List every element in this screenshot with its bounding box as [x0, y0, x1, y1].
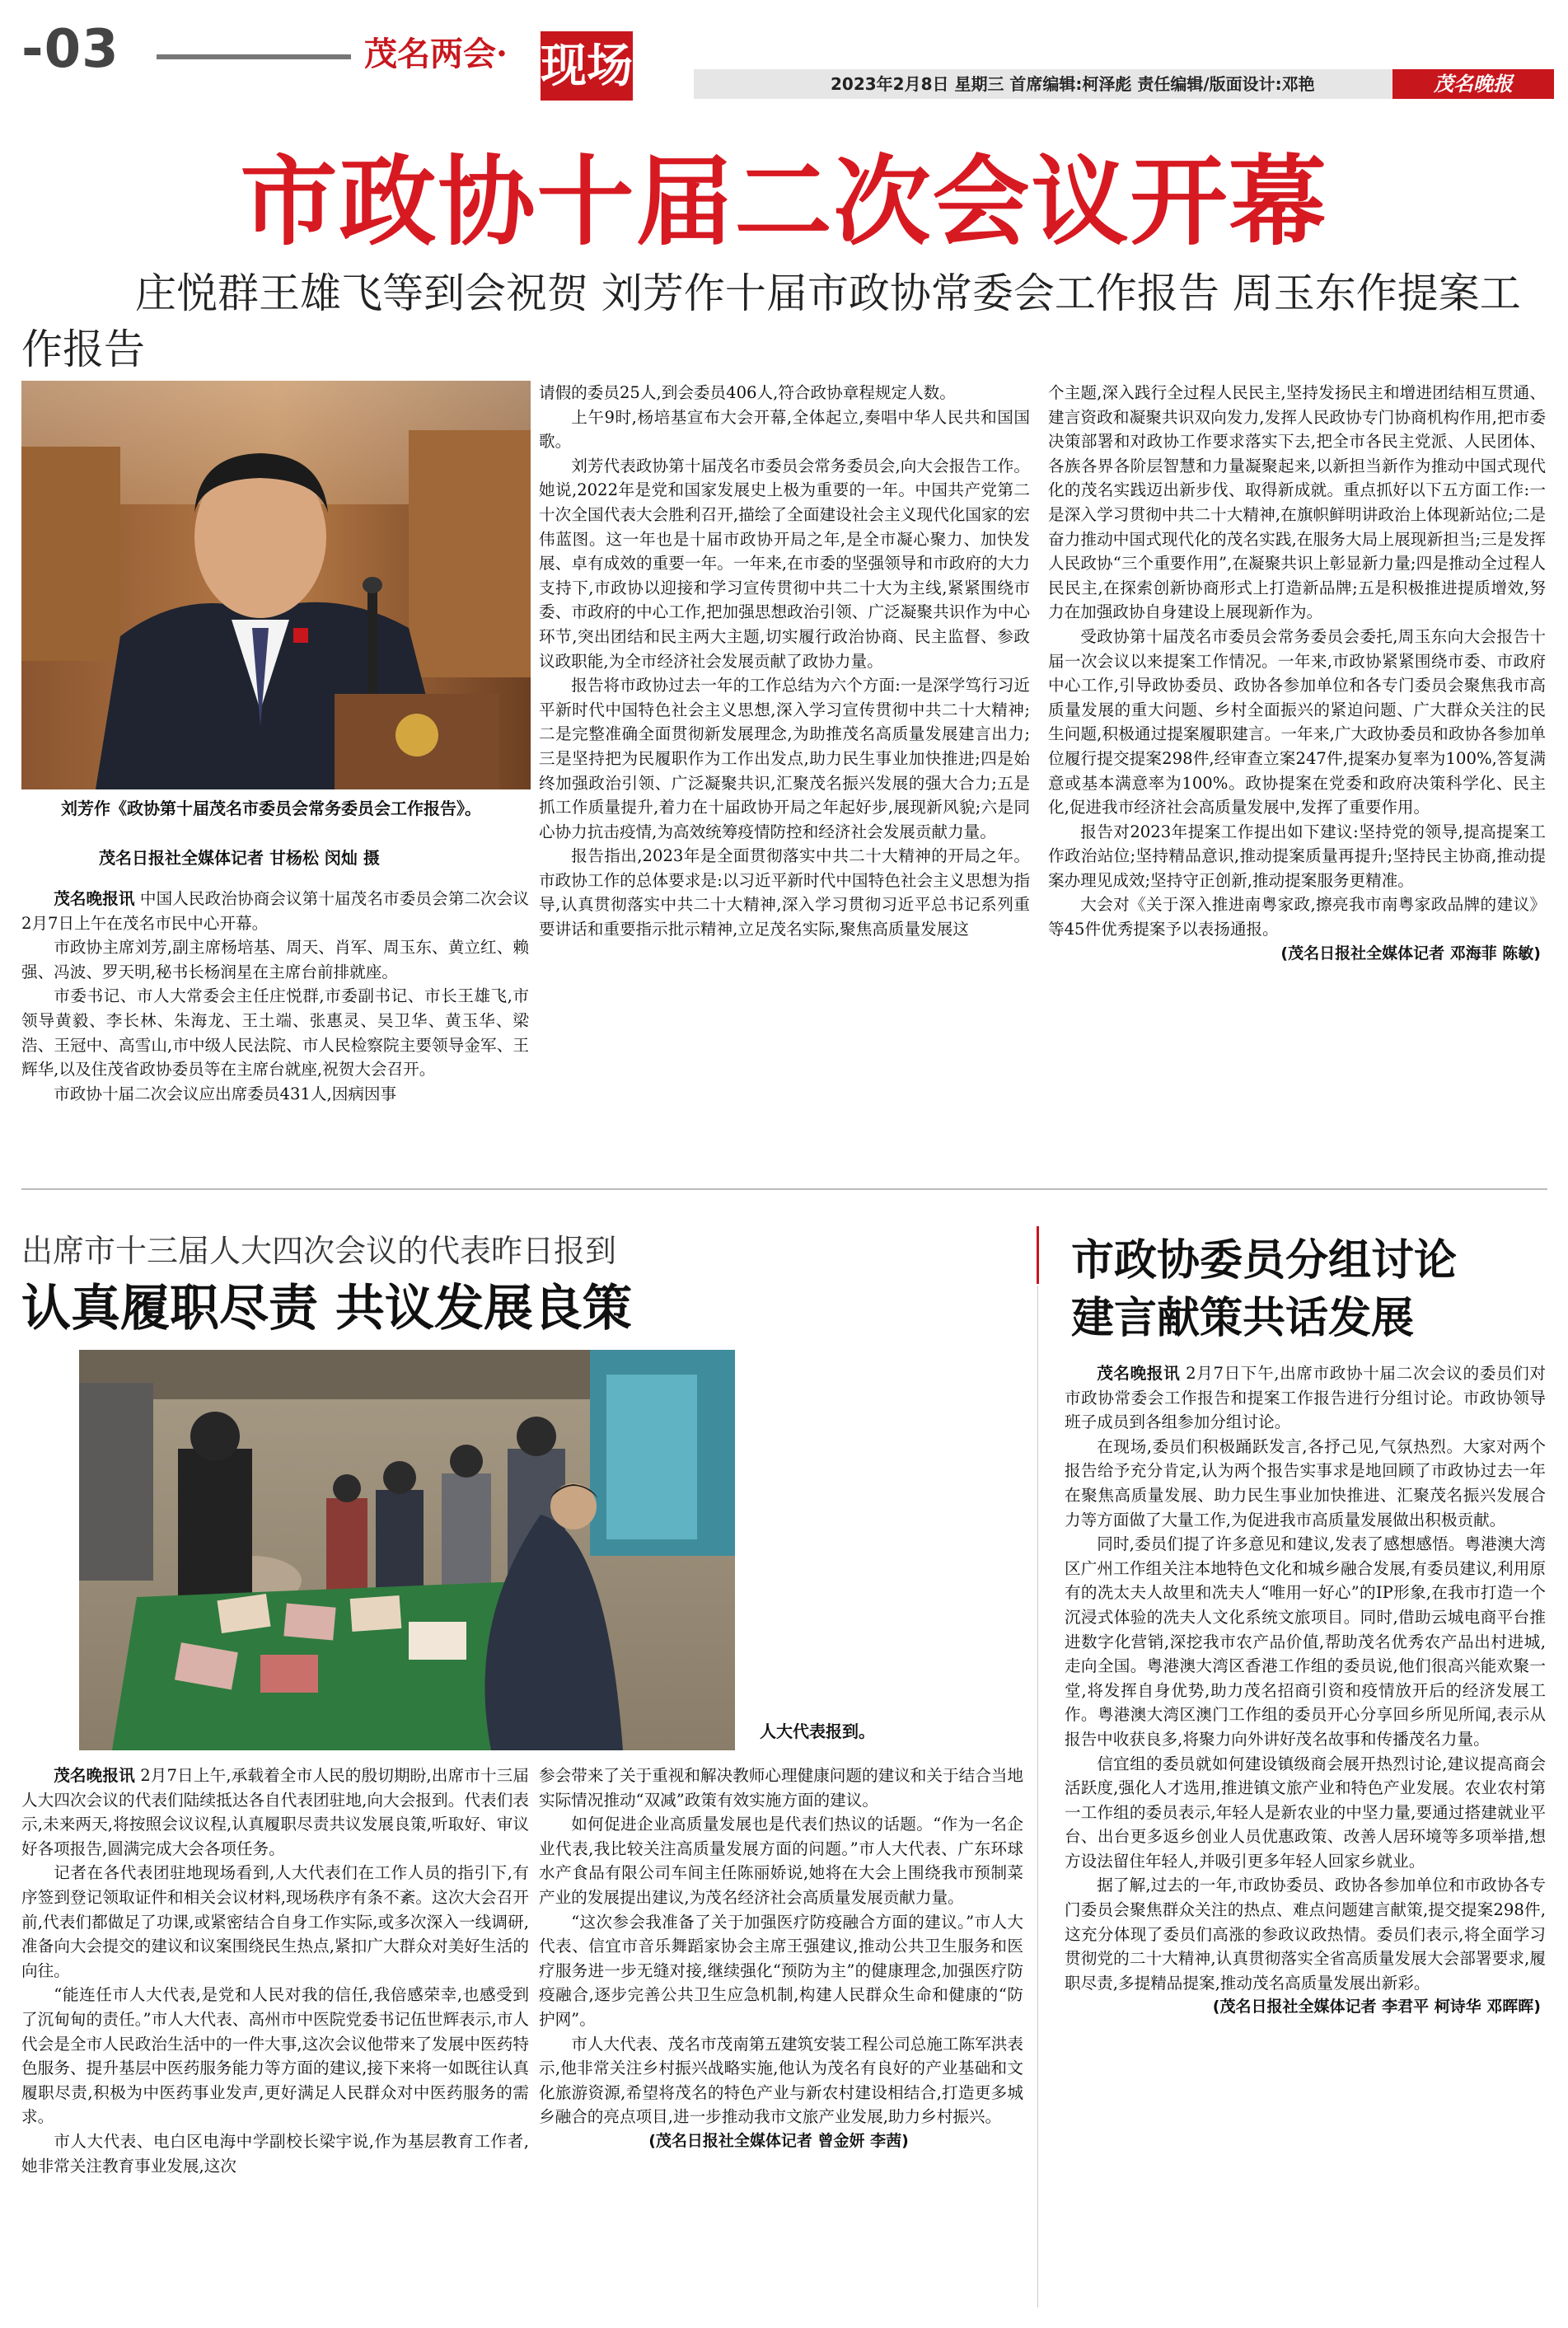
lead-headline: 市政协十届二次会议开幕	[240, 145, 1328, 259]
page-number: -03	[21, 19, 119, 80]
paragraph: 在现场,委员们积极踊跃发言,各抒己见,气氛热烈。大家对两个报告给予充分肯定,认为两个报告实事求是地回顾了市政协过去一年在聚焦高质量发展、助力民生事业加快推进、汇聚茂名振兴发展合力等方面做了大量工作,为促进我市高质量发展做出积极贡献。	[1065, 1436, 1546, 1529]
paragraph: 市人大代表、茂名市茂南第五建筑安装工程公司总施工陈军洪表示,他非常关注乡村振兴战略实施,他认为茂名有良好的产业基础和文化旅游资源,希望将茂名的特色产业与新农村建设相结合,打造更多城乡融合的亮点项目,进一步推动我市文旅产业发展,助力乡村振兴。	[539, 2034, 1023, 2127]
paragraph: 报告将市政协过去一年的工作总结为六个方面:一是深学笃行习近平新时代中国特色社会主义思想,深入学习宣传贯彻中共二十大精神;二是完整准确全面贯彻新发展理念,为助推茂名高质量发展建言出力;三是坚持把为民履职作为工作出发点,助力民生事业加快推进;四是始终加强政治引领、广泛凝聚共识,汇聚茂名振兴发展的强大合力;五是抓工作质量提升,着力在十届政协开局之年起好步,展现新风貌;六是同心协力抗击疫情,为高效统筹疫情防控和经济社会发展贡献力量。	[539, 676, 1030, 841]
paragraph	[21, 887, 529, 935]
paragraph: 报告指出,2023年是全面贯彻落实中共二十大精神的开局之年。市政协工作的总体要求是:以习近平新时代中国特色社会主义思想为指导,认真贯彻落实中共二十大精神,深入学习贯彻习近平总书记系列重要讲话和重要指示批示精神,立足茂名实际,聚焦高质量发展这	[539, 846, 1030, 939]
registration-photo	[79, 1350, 735, 1750]
paragraph: 同时,委员们提了许多意见和建议,发表了感想感悟。粤港澳大湾区广州工作组关注本地特色文化和城乡融合发展,有委员建议,利用原有的冼太夫人故里和冼夫人“唯用一好心”的IP形象,在我市打造一个沉浸式体验的冼夫人文化系统文旅项目。同时,借助云城电商平台推进数字化营销,深挖我市农产品价值,帮助茂名优秀农产品出村进城,走向全国。粤港澳大湾区香港工作组的委员说,他们很高兴能欢聚一堂,将发挥自身优势,助力茂名招商引资和疫情放开后的经济发展工作。粤港澳大湾区澳门工作组的委员开心分享回乡所见所闻,表示从报告中收获良多,将聚力向外讲好茂名故事和传播茂名力量。	[1065, 1534, 1546, 1749]
story2-column-1	[21, 1764, 529, 2178]
paragraph: 受政协第十届茂名市委员会常务委员会委托,周玉东向大会报告十届一次会议以来提案工作情况。一年来,市政协紧紧围绕市委、市政府中心工作,引导政协委员、政协各参加单位和各专门委员会聚焦我市高质量发展的重大问题、乡村全面振兴的紧迫问题、广大群众关注的民生问题,积极通过提案履职建言。一年来,广大政协委员和政协各参加单位履行提交提案298件,经审查立案247件,提案办复率为100%,答复满意或基本满意率为100%。政协提案在党委和政府决策科学化、民主化,促进我市经济社会高质量发展中,发挥了重要作用。	[1048, 626, 1546, 817]
lead-column-1	[21, 887, 529, 1106]
section-label: 茂名两会·	[364, 35, 508, 73]
paragraph: 上午9时,杨培基宣布大会开幕,全体起立,奏唱中华人民共和国国歌。	[539, 407, 1030, 452]
story3-headline-1: 市政协委员分组讨论	[1071, 1236, 1458, 1286]
paragraph	[21, 1764, 529, 1861]
paragraph-text: 中国人民政治协商会议第十届茂名市委员会第二次会议2月7日上午在茂名市民中心开幕。	[21, 889, 530, 933]
newspaper-logo	[1392, 69, 1554, 99]
paragraph	[1065, 1361, 1546, 1435]
paragraph-text: 2月7日上午,承载着全市人民的殷切期盼,出席市十三届人大四次会议的代表们陆续抵达各自代表团驻地,向大会报到。代表们表示,未来两天,将按照会议议程,认真履职尽责共议发展良策,听取好、审议好各项报告,圆满完成大会各项任务。	[21, 1766, 530, 1858]
paragraph: 大会对《关于深入推进南粤家政,擦亮我市南粤家政品牌的建议》等45件优秀提案予以表扬通报。	[1048, 895, 1546, 939]
column-divider-line	[1037, 1286, 1038, 2307]
section-tag	[541, 31, 633, 101]
byline: (茂名日报社全媒体记者 曾金妍 李茜)	[648, 2131, 909, 2150]
paragraph: 记者在各代表团驻地现场看到,人大代表们在工作人员的指引下,有序签到登记领取证件和相关会议材料,现场秩序有条不紊。这次大会召开前,代表们都做足了功课,或紧密结合自身工作实际,或多次深入一线调研,准备向大会提交的建议和议案围绕民生热点,紧扣广大群众对美好生活的向往。	[21, 1863, 529, 1980]
byline: (茂名日报社全媒体记者 邓海菲 陈敏)	[1280, 944, 1541, 963]
paragraph: 信宜组的委员就如何建设镇级商会展开热烈讨论,建议提高商会活跃度,强化人才选用,推进镇文旅产业和特色产业发展。农业农村第一工作组的委员表示,年轻人是新农业的中坚力量,要通过搭建就业平台、出台更多返乡创业人员优惠政策、改善人居环境等多项举措,想方设法留住年轻人,并吸引更多年轻人回家乡就业。	[1065, 1754, 1546, 1871]
paragraph: 如何促进企业高质量发展也是代表们热议的话题。“作为一名企业代表,我比较关注高质量发展方面的问题。”市人大代表、广东环球水产食品有限公司车间主任陈丽娇说,她将在大会上围绕我市预制菜产业的发展提出建议,为茂名经济社会高质量发展贡献力量。	[539, 1815, 1023, 1907]
header-rule-left	[157, 54, 351, 59]
paragraph: 刘芳代表政协第十届茂名市委员会常务委员会,向大会报告工作。她说,2022年是党和国家发展史上极为重要的一年。中国共产党第二十次全国代表大会胜利召开,描绘了全面建设社会主义现代化国家的宏伟蓝图。这一年也是十届市政协开局之年,是全市凝心聚力、加快发展、卓有成效的重要一年。一年来,在市委的坚强领导和市政府的大力支持下,市政协以迎接和学习宣传贯彻中共二十大为主线,紧紧围绕市委、市政府的中心工作,把加强思想政治引领、广泛凝聚共识作为中心环节,突出团结和民主两大主题,切实履行政治协商、民主监督、参政议政职能,为全市经济社会发展贡献了政协力量。	[539, 456, 1030, 671]
lead-subheadline: 庄悦群王雄飞等到会祝贺 刘芳作十届市政协常委会工作报告 周玉东作提案工作报告	[21, 269, 1521, 373]
speaker-photo	[21, 381, 531, 789]
paragraph: 市政协十届二次会议应出席委员431人,因病因事	[54, 1084, 397, 1103]
paragraph: 参会带来了关于重视和解决教师心理健康问题的建议和关于结合当地实际情况推动“双减”政策有效实施方面的建议。	[539, 1766, 1023, 1810]
section-divider	[21, 1188, 1547, 1190]
story3-column	[1065, 1361, 1546, 2020]
lead-column-3	[1048, 381, 1546, 966]
logo-text: 茂名晚报	[1434, 72, 1513, 96]
column-divider	[1037, 1226, 1039, 1284]
story2-column-2	[539, 1764, 1023, 2154]
photo-caption: 刘芳作《政协第十届茂名市委员会常务委员会工作报告》。	[61, 799, 481, 818]
section-tag-text: 现场	[541, 39, 633, 93]
paragraph: 市人大代表、电白区电海中学副校长梁宇说,作为基层教育工作者,她非常关注教育事业发展,这次	[21, 2131, 529, 2176]
dateline: 茂名晚报讯	[54, 889, 135, 908]
photo-credit: 茂名日报社全媒体记者 甘杨松 闵灿 摄	[99, 848, 380, 868]
lead-column-2	[539, 381, 1030, 942]
dateline: 茂名晚报讯	[1097, 1364, 1181, 1383]
paragraph: “这次参会我准备了关于加强医疗防疫融合方面的建议。”市人大代表、信宜市音乐舞蹈家协会主席王强建议,推动公共卫生服务和医疗服务进一步无缝对接,继续强化“预防为主”的健康理念,加强医疗防疫融合,逐步完善公共卫生应急机制,构建人民群众生命和健康的“防护网”。	[539, 1912, 1023, 2029]
story3-headline-2: 建言献策共话发展	[1071, 1294, 1415, 1343]
byline: (茂名日报社全媒体记者 李君平 柯诗华 邓晖晖)	[1212, 1998, 1541, 2017]
edition-line: 2023年2月8日 星期三 首席编辑:柯泽彪 责任编辑/版面设计:邓艳	[831, 74, 1315, 94]
story2-kicker: 出席市十三届人大四次会议的代表昨日报到	[21, 1233, 617, 1269]
paragraph: 据了解,过去的一年,市政协委员、政协各参加单位和市政协各专门委员会聚焦群众关注的热点、难点问题建言献策,提交提案298件,这充分体现了委员们高涨的参政议政热情。委员们表示,将全面学习贯彻党的二十大精神,认真贯彻落实全省高质量发展大会部署要求,履职尽责,多提精品提案,推动茂名高质量发展出新彩。	[1065, 1876, 1546, 1993]
paragraph: “能连任市人大代表,是党和人民对我的信任,我倍感荣幸,也感受到了沉甸甸的责任。”市人大代表、高州市中医院党委书记伍世辉表示,市人代会是全市人民政治生活中的一件大事,这次会议他带来了发展中医药特色服务、提升基层中医药服务能力等方面的建议,接下来将一如既往认真履职尽责,积极为中医药事业发声,更好满足人民群众对中医药服务的需求。	[21, 1985, 529, 2127]
paragraph: 市委书记、市人大常委会主任庄悦群,市委副书记、市长王雄飞,市领导黄毅、李长林、朱海龙、王土端、张惠灵、吴卫华、黄玉华、梁浩、王冠中、高雪山,市中级人民法院、市人民检察院主要领导金军、王辉华,以及住茂省政协委员等在主席台就座,祝贺大会召开。	[21, 986, 529, 1080]
paragraph: 报告对2023年提案工作提出如下建议:坚持党的领导,提高提案工作政治站位;坚持精品意识,推动提案质量再提升;坚持民主协商,推动提案办理见成效;坚持守正创新,推动提案服务更精准。	[1048, 822, 1546, 890]
story2-headline: 认真履职尽责 共议发展良策	[21, 1280, 632, 1337]
registration-photo-caption: 人大代表报到。	[760, 1721, 875, 1741]
paragraph-text: 2月7日下午,出席市政协十届二次会议的委员们对市政协常委会工作报告和提案工作报告进行分组讨论。市政协领导班子成员到各组参加分组讨论。	[1065, 1364, 1546, 1432]
paragraph: 市政协主席刘芳,副主席杨培基、周天、肖军、周玉东、黄立红、赖强、冯波、罗天明,秘书长杨润星在主席台前排就座。	[21, 938, 529, 981]
paragraph: 请假的委员25人,到会委员406人,符合政协章程规定人数。	[539, 383, 956, 402]
paragraph: 个主题,深入践行全过程人民民主,坚持发扬民主和增进团结相互贯通、建言资政和凝聚共识双向发力,发挥人民政协专门协商机构作用,把市委决策部署和对政协工作要求落实下去,把全市各民主党派、人民团体、各族各界各阶层智慧和力量凝聚起来,以新担当新作为推动中国式现代化的茂名实践迈出新步伐、取得新成就。重点抓好以下五方面工作:一是深入学习贯彻中共二十大精神,在旗帜鲜明讲政治上体现新站位;二是奋力推动中国式现代化的茂名实践,在服务大局上展现新担当;三是发挥人民政协“三个重要作用”,在凝聚共识上彰显新力量;四是推动全过程人民民主,在探索创新协商形式上打造新品牌;五是积极推进提质增效,努力在加强政协自身建设上展现新作为。	[1048, 383, 1546, 622]
dateline: 茂名晚报讯	[54, 1766, 135, 1785]
